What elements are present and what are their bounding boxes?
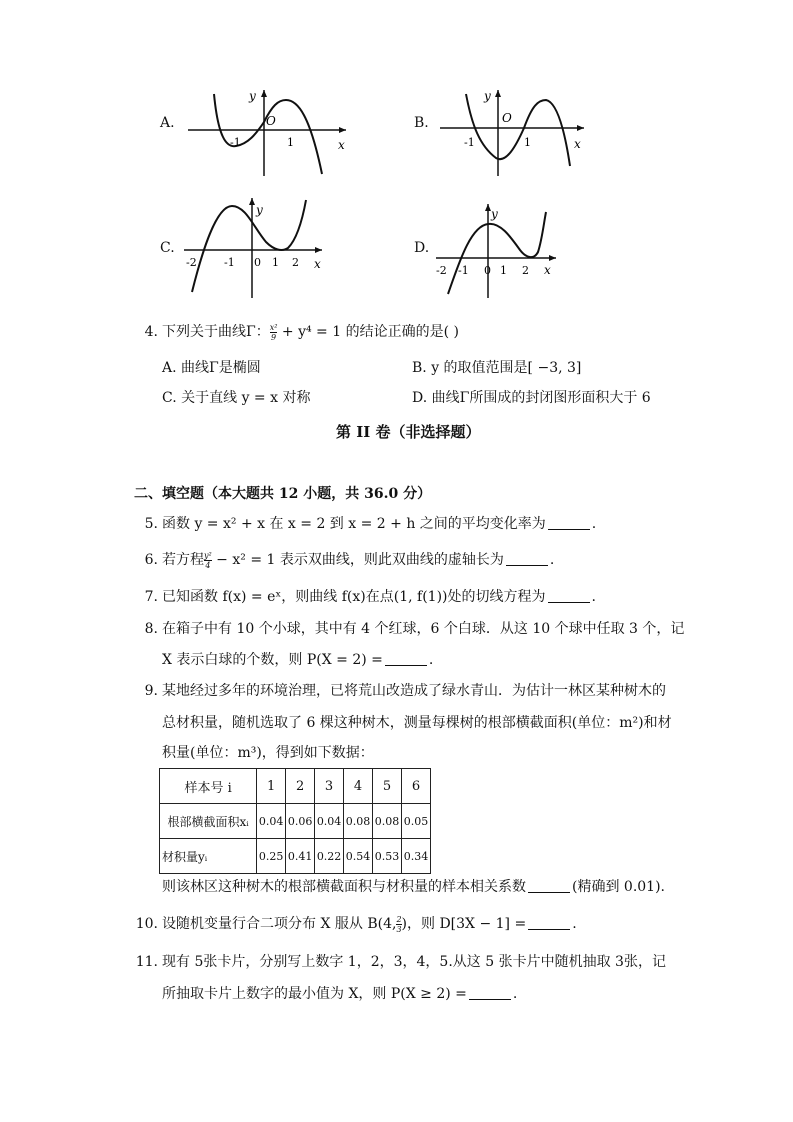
question-9-line3: 积量(单位：m³)，得到如下数据： (162, 745, 374, 761)
fraction-numerator: 2 (396, 914, 402, 924)
fraction-numerator: x² (269, 322, 278, 332)
table-cell: 根部横截面积xᵢ (160, 804, 257, 839)
answer-blank[interactable] (506, 551, 548, 566)
table-cell: 0.05 (401, 804, 430, 839)
question-4-stem-post: + y⁴ = 1 的结论正确的是( ) (277, 324, 459, 340)
question-number: 10. (135, 916, 158, 932)
table-cell: 0.41 (286, 839, 315, 874)
question-8-line2 (162, 650, 433, 670)
choice-d[interactable]: D. 曲线Γ所围成的封闭图形面积大于 6 (412, 390, 651, 406)
table-header-cell: 样本号 i (160, 769, 257, 804)
graph-b-tick: -1 (464, 136, 475, 149)
table-cell: 0.22 (315, 839, 344, 874)
table-cell: 0.04 (315, 804, 344, 839)
graph-d-tick: -1 (458, 264, 469, 277)
question-number: 5. (144, 516, 158, 532)
part-heading: 二、填空题（本大题共 12 小题，共 36.0 分） (134, 486, 432, 502)
graph-a-x-label: x (338, 138, 345, 152)
graph-c-x-label: x (314, 257, 321, 271)
table-cell: 0.04 (257, 804, 286, 839)
option-b-letter: B. (414, 115, 429, 131)
graph-c (182, 192, 330, 300)
graph-d-tick: 0 (484, 264, 491, 277)
question-6-text (162, 550, 554, 570)
question-number: 7. (144, 589, 158, 605)
option-c-letter: C. (160, 240, 175, 256)
graph-a (186, 86, 350, 178)
graph-d-tick: 1 (500, 264, 507, 277)
data-table (159, 768, 431, 874)
table-header-cell: 4 (344, 769, 373, 804)
table-cell: 0.08 (373, 804, 402, 839)
table-row (160, 804, 431, 839)
graph-d-x-label: x (544, 263, 551, 277)
graph-c-tick: -2 (186, 256, 197, 269)
table-header-cell: 5 (373, 769, 402, 804)
question-text-end: (精确到 0.01). (572, 879, 665, 895)
graph-a-origin: O (266, 114, 276, 128)
graph-b-tick: 1 (524, 136, 531, 149)
graph-d-tick: -2 (436, 264, 447, 277)
fraction (204, 551, 212, 570)
question-text-end: . (591, 589, 596, 605)
question-9-after (162, 877, 665, 897)
graph-d-tick: 2 (522, 264, 529, 277)
question-text: X 表示白球的个数，则 P(X = 2) = (162, 652, 383, 668)
table-cell: 0.54 (344, 839, 373, 874)
question-text: )，则 D[3X − 1] = (401, 916, 527, 932)
question-4-stem (162, 322, 459, 342)
question-11-line2 (162, 984, 517, 1004)
table-header-cell: 3 (315, 769, 344, 804)
question-8-line1: 在箱子中有 10 个小球，其中有 4 个红球，6 个白球．从这 10 个球中任取 3 个，记 (162, 621, 685, 637)
section-title: 第 II 卷（非选择题） (336, 423, 481, 441)
question-text: 则该林区这种树木的根部横截面积与材积量的样本相关系数 (162, 879, 526, 895)
table-header-cell: 1 (257, 769, 286, 804)
question-text-end: . (428, 652, 434, 668)
question-9-line2: 总材积量，随机选取了 6 棵这种树木，测量每棵树的根部横截面积(单位：m²)和材 (162, 715, 672, 731)
table-cell: 0.53 (373, 839, 402, 874)
table-cell: 0.25 (257, 839, 286, 874)
question-9-line1: 某地经过多年的环境治理，已将荒山改造成了绿水青山．为估计一林区某种树木的 (162, 683, 666, 699)
table-header-cell: 2 (286, 769, 315, 804)
fraction-numerator: y² (204, 550, 212, 560)
choice-a[interactable]: A. 曲线Γ是椭圆 (162, 360, 261, 376)
question-text: 设随机变量行合二项分布 X 服从 B(4, (162, 916, 397, 932)
graph-b-y-label: y (484, 89, 491, 103)
table-cell: 0.06 (286, 804, 315, 839)
table-cell: 材积量yᵢ (160, 839, 257, 874)
fraction-denominator: 4 (205, 560, 211, 570)
table-cell: 0.08 (344, 804, 373, 839)
answer-blank[interactable] (548, 515, 590, 530)
table-header-cell: 6 (401, 769, 430, 804)
question-text: 所抽取卡片上数字的最小值为 X，则 P(X ≥ 2) = (162, 986, 467, 1002)
graph-d-y-label: y (491, 207, 498, 221)
question-text-end: . (572, 916, 577, 932)
answer-blank[interactable] (528, 878, 570, 893)
choice-c[interactable]: C. 关于直线 y = x 对称 (162, 390, 311, 406)
option-d-letter: D. (414, 240, 430, 256)
table-cell: 0.34 (401, 839, 430, 874)
graph-b-x-label: x (574, 137, 581, 151)
graph-c-tick: -1 (224, 256, 235, 269)
graph-d (434, 200, 560, 300)
question-7-text (162, 587, 596, 607)
question-text: 已知函数 f(x) = eˣ，则曲线 f(x)在点(1, f(1))处的切线方程为 (162, 589, 546, 605)
question-number: 11. (135, 954, 158, 970)
choice-b[interactable]: B. y 的取值范围是[ −3, 3] (412, 360, 582, 376)
answer-blank[interactable] (548, 588, 590, 603)
graph-a-tick: 1 (287, 136, 294, 149)
table-row (160, 839, 431, 874)
option-a-letter: A. (160, 115, 175, 131)
question-4-stem-pre: 下列关于曲线Γ： (162, 324, 270, 340)
question-text-end: . (549, 552, 555, 568)
graph-b (438, 86, 588, 178)
graph-c-tick: 0 (254, 256, 261, 269)
table-row (160, 769, 431, 804)
answer-blank[interactable] (528, 915, 570, 930)
question-5-text (162, 514, 596, 534)
fraction-denominator: 3 (396, 924, 402, 934)
question-text: 函数 y = x² + x 在 x = 2 到 x = 2 + h 之间的平均变化率为 (162, 516, 546, 532)
graph-a-tick: -1 (230, 136, 241, 149)
graph-c-y-label: y (256, 203, 263, 217)
question-text: − x² = 1 表示双曲线，则此双曲线的虚轴长为 (211, 552, 504, 568)
question-10-text (162, 914, 577, 934)
graph-c-tick: 1 (272, 256, 279, 269)
answer-blank[interactable] (469, 985, 511, 1000)
graph-a-y-label: y (249, 89, 256, 103)
answer-blank[interactable] (385, 651, 427, 666)
fraction-denominator: 9 (271, 332, 277, 342)
question-number: 6. (144, 552, 158, 568)
question-text: 若方程 (162, 552, 204, 568)
question-number: 8. (144, 621, 158, 637)
graph-c-tick: 2 (292, 256, 299, 269)
question-11-line1: 现有 5张卡片，分别写上数字 1，2，3，4，5.从这 5 张卡片中随机抽取 3张，记 (162, 954, 666, 970)
question-number: 4. (144, 324, 158, 340)
question-text-end: . (591, 516, 597, 532)
question-number: 9. (144, 683, 158, 699)
graph-b-origin: O (502, 111, 512, 125)
question-text-end: . (512, 986, 518, 1002)
